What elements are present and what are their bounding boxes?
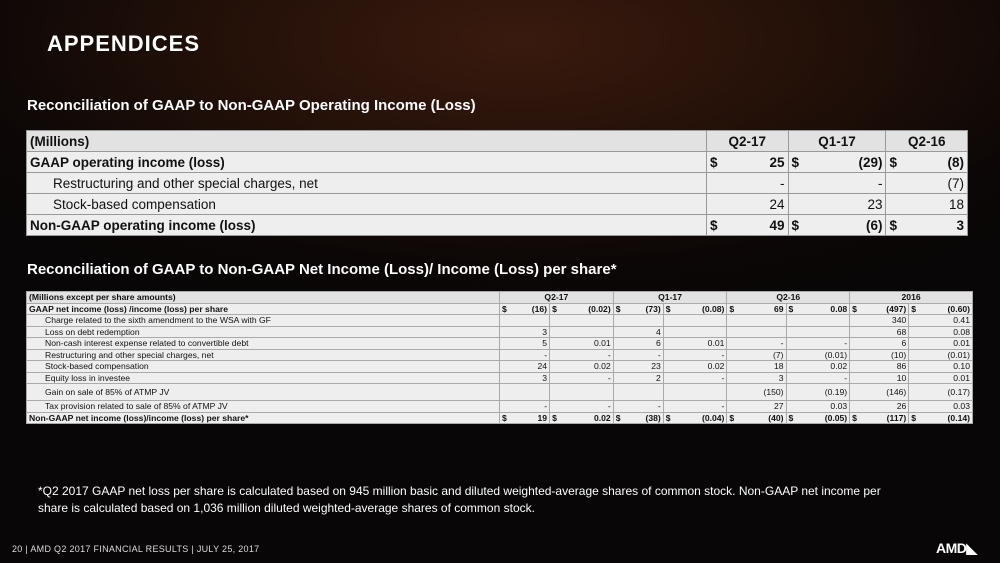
value-cell: 27	[739, 401, 786, 413]
table-row	[27, 349, 973, 361]
currency-cell	[850, 349, 863, 361]
value-cell	[676, 326, 727, 338]
slide-title: APPENDICES	[47, 31, 201, 56]
currency-cell	[788, 194, 809, 215]
currency-cell	[909, 384, 922, 401]
value-cell: 4	[626, 326, 664, 338]
currency-cell	[663, 384, 676, 401]
value-cell: -	[676, 401, 727, 413]
value-cell	[562, 384, 613, 401]
currency-cell: $	[886, 152, 907, 173]
currency-cell	[909, 326, 922, 338]
currency-cell	[909, 361, 922, 373]
currency-cell	[786, 361, 799, 373]
row-label: Non-GAAP operating income (loss)	[27, 215, 707, 236]
value-cell: 24	[727, 194, 788, 215]
value-cell: (8)	[906, 152, 967, 173]
value-cell	[799, 315, 850, 327]
table-row	[27, 303, 973, 315]
currency-cell	[727, 349, 740, 361]
value-cell	[626, 384, 664, 401]
currency-cell	[727, 384, 740, 401]
value-cell: 23	[809, 194, 886, 215]
currency-cell	[663, 315, 676, 327]
currency-cell: $	[786, 303, 799, 315]
value-cell: (10)	[862, 349, 909, 361]
value-cell: 340	[862, 315, 909, 327]
value-cell: (0.01)	[799, 349, 850, 361]
value-cell: -	[799, 338, 850, 350]
value-cell: 0.01	[921, 338, 972, 350]
value-cell: 0.03	[921, 401, 972, 413]
currency-cell	[500, 372, 513, 384]
currency-cell	[850, 384, 863, 401]
value-cell: (117)	[862, 412, 909, 424]
currency-cell	[663, 401, 676, 413]
header-col: Q1-17	[788, 131, 886, 152]
value-cell: 69	[739, 303, 786, 315]
currency-cell: $	[550, 412, 563, 424]
currency-cell: $	[909, 412, 922, 424]
value-cell: (29)	[809, 152, 886, 173]
value-cell	[676, 384, 727, 401]
header-col: Q2-17	[500, 292, 614, 304]
value-cell: 0.02	[676, 361, 727, 373]
value-cell: (150)	[739, 384, 786, 401]
value-cell	[676, 315, 727, 327]
table-row	[27, 401, 973, 413]
currency-cell: $	[850, 412, 863, 424]
currency-cell: $	[663, 303, 676, 315]
value-cell: 18	[739, 361, 786, 373]
value-cell	[626, 315, 664, 327]
table-row	[27, 215, 968, 236]
value-cell: (73)	[626, 303, 664, 315]
value-cell: 26	[862, 401, 909, 413]
value-cell: 0.41	[921, 315, 972, 327]
currency-cell: $	[613, 412, 626, 424]
value-cell: 49	[727, 215, 788, 236]
value-cell: (0.04)	[676, 412, 727, 424]
table-row	[27, 338, 973, 350]
value-cell: 0.01	[676, 338, 727, 350]
currency-cell	[727, 372, 740, 384]
value-cell: (0.05)	[799, 412, 850, 424]
value-cell: 0.01	[921, 372, 972, 384]
row-label: GAAP net income (loss) /income (loss) per share	[27, 303, 500, 315]
value-cell: 86	[862, 361, 909, 373]
value-cell: -	[562, 349, 613, 361]
value-cell: (0.08)	[676, 303, 727, 315]
value-cell: (40)	[739, 412, 786, 424]
value-cell: -	[512, 349, 550, 361]
value-cell: -	[626, 401, 664, 413]
value-cell: (0.60)	[921, 303, 972, 315]
table-row	[27, 194, 968, 215]
currency-cell	[613, 401, 626, 413]
currency-cell: $	[707, 215, 728, 236]
currency-cell	[707, 173, 728, 194]
value-cell: 10	[862, 372, 909, 384]
value-cell: 3	[512, 326, 550, 338]
value-cell: (0.01)	[921, 349, 972, 361]
value-cell: 0.02	[562, 361, 613, 373]
currency-cell	[500, 401, 513, 413]
currency-cell: $	[909, 303, 922, 315]
header-col: Q2-16	[727, 292, 850, 304]
row-label: GAAP operating income (loss)	[27, 152, 707, 173]
value-cell: -	[562, 372, 613, 384]
value-cell	[739, 315, 786, 327]
row-label: Loss on debt redemption	[27, 326, 500, 338]
value-cell: -	[512, 401, 550, 413]
currency-cell	[786, 338, 799, 350]
value-cell: (38)	[626, 412, 664, 424]
currency-cell	[663, 372, 676, 384]
value-cell: -	[809, 173, 886, 194]
value-cell: 25	[727, 152, 788, 173]
value-cell: (0.02)	[562, 303, 613, 315]
currency-cell	[850, 338, 863, 350]
currency-cell	[909, 372, 922, 384]
currency-cell: $	[707, 152, 728, 173]
row-label: Restructuring and other special charges, net	[27, 349, 500, 361]
currency-cell: $	[663, 412, 676, 424]
row-label: Equity loss in investee	[27, 372, 500, 384]
currency-cell	[707, 194, 728, 215]
value-cell: 6	[862, 338, 909, 350]
currency-cell	[786, 401, 799, 413]
value-cell: 3	[739, 372, 786, 384]
amd-logo: AMD◣	[936, 540, 977, 556]
value-cell	[739, 326, 786, 338]
value-cell: 0.08	[921, 326, 972, 338]
row-label: Stock-based compensation	[27, 361, 500, 373]
value-cell: 18	[906, 194, 967, 215]
value-cell	[562, 315, 613, 327]
currency-cell: $	[727, 303, 740, 315]
value-cell: (7)	[739, 349, 786, 361]
currency-cell: $	[550, 303, 563, 315]
header-label: (Millions)	[27, 131, 707, 152]
row-label: Stock-based compensation	[27, 194, 707, 215]
currency-cell	[550, 338, 563, 350]
currency-cell	[500, 349, 513, 361]
value-cell: -	[739, 338, 786, 350]
value-cell: 0.08	[799, 303, 850, 315]
currency-cell: $	[886, 215, 907, 236]
currency-cell	[727, 338, 740, 350]
row-label: Charge related to the sixth amendment to the WSA with GF	[27, 315, 500, 327]
table-row	[27, 152, 968, 173]
row-label: Non-GAAP net income (loss)/income (loss) per share*	[27, 412, 500, 424]
currency-cell	[500, 326, 513, 338]
row-label: Non-cash interest expense related to convertible debt	[27, 338, 500, 350]
table-row	[27, 361, 973, 373]
currency-cell	[786, 315, 799, 327]
value-cell: 19	[512, 412, 550, 424]
table-header-row	[27, 131, 968, 152]
operating-income-table	[26, 130, 968, 236]
currency-cell	[850, 326, 863, 338]
currency-cell	[727, 361, 740, 373]
currency-cell	[663, 326, 676, 338]
currency-cell: $	[500, 303, 513, 315]
currency-cell: $	[788, 215, 809, 236]
value-cell: 0.02	[799, 361, 850, 373]
value-cell: (0.19)	[799, 384, 850, 401]
table-row	[27, 326, 973, 338]
value-cell	[512, 384, 550, 401]
value-cell: -	[727, 173, 788, 194]
section1-heading: Reconciliation of GAAP to Non-GAAP Operating Income (Loss)	[27, 97, 476, 114]
value-cell	[799, 326, 850, 338]
currency-cell	[786, 349, 799, 361]
header-col: Q2-16	[886, 131, 968, 152]
section2-heading: Reconciliation of GAAP to Non-GAAP Net Income (Loss)/ Income (Loss) per share*	[27, 261, 617, 278]
value-cell: 23	[626, 361, 664, 373]
currency-cell	[850, 401, 863, 413]
currency-cell	[613, 361, 626, 373]
currency-cell: $	[613, 303, 626, 315]
currency-cell	[550, 384, 563, 401]
net-income-table	[26, 291, 973, 424]
row-label: Tax provision related to sale of 85% of ATMP JV	[27, 401, 500, 413]
currency-cell	[550, 349, 563, 361]
currency-cell: $	[500, 412, 513, 424]
footer-text: 20 | AMD Q2 2017 FINANCIAL RESULTS | JULY 25, 2017	[12, 544, 260, 554]
value-cell: 3	[512, 372, 550, 384]
value-cell: 0.02	[562, 412, 613, 424]
currency-cell: $	[786, 412, 799, 424]
header-col: Q1-17	[613, 292, 727, 304]
currency-cell	[550, 361, 563, 373]
value-cell: (0.14)	[921, 412, 972, 424]
currency-cell	[786, 384, 799, 401]
value-cell: (497)	[862, 303, 909, 315]
header-label: (Millions except per share amounts)	[27, 292, 500, 304]
value-cell: 68	[862, 326, 909, 338]
value-cell: (6)	[809, 215, 886, 236]
value-cell: -	[562, 401, 613, 413]
currency-cell	[909, 315, 922, 327]
currency-cell	[786, 326, 799, 338]
currency-cell	[613, 384, 626, 401]
table-row	[27, 412, 973, 424]
currency-cell	[550, 315, 563, 327]
table-row	[27, 315, 973, 327]
table-row	[27, 372, 973, 384]
currency-cell	[500, 338, 513, 350]
table-header-row	[27, 292, 973, 304]
currency-cell	[727, 401, 740, 413]
currency-cell	[788, 173, 809, 194]
currency-cell	[850, 315, 863, 327]
value-cell	[562, 326, 613, 338]
value-cell: 0.10	[921, 361, 972, 373]
value-cell: -	[799, 372, 850, 384]
currency-cell	[727, 326, 740, 338]
value-cell: 0.01	[562, 338, 613, 350]
header-col: 2016	[850, 292, 973, 304]
value-cell: (146)	[862, 384, 909, 401]
value-cell: -	[676, 349, 727, 361]
value-cell: (16)	[512, 303, 550, 315]
table-row	[27, 173, 968, 194]
value-cell: (0.17)	[921, 384, 972, 401]
currency-cell: $	[788, 152, 809, 173]
value-cell	[512, 315, 550, 327]
currency-cell	[663, 349, 676, 361]
currency-cell	[850, 372, 863, 384]
row-label: Gain on sale of 85% of ATMP JV	[27, 384, 500, 401]
currency-cell	[886, 194, 907, 215]
currency-cell	[613, 315, 626, 327]
currency-cell	[909, 338, 922, 350]
currency-cell	[550, 372, 563, 384]
value-cell: 3	[906, 215, 967, 236]
currency-cell	[727, 315, 740, 327]
currency-cell	[613, 326, 626, 338]
currency-cell: $	[727, 412, 740, 424]
currency-cell	[850, 361, 863, 373]
currency-cell	[613, 338, 626, 350]
value-cell: (7)	[906, 173, 967, 194]
value-cell: 24	[512, 361, 550, 373]
value-cell: -	[626, 349, 664, 361]
currency-cell	[500, 361, 513, 373]
currency-cell	[886, 173, 907, 194]
currency-cell	[613, 372, 626, 384]
currency-cell	[500, 315, 513, 327]
row-label: Restructuring and other special charges, net	[27, 173, 707, 194]
value-cell: 6	[626, 338, 664, 350]
currency-cell	[909, 401, 922, 413]
currency-cell	[613, 349, 626, 361]
value-cell: -	[676, 372, 727, 384]
currency-cell	[663, 338, 676, 350]
value-cell: 0.03	[799, 401, 850, 413]
currency-cell	[500, 384, 513, 401]
currency-cell	[663, 361, 676, 373]
currency-cell	[786, 372, 799, 384]
table-row	[27, 384, 973, 401]
currency-cell: $	[850, 303, 863, 315]
value-cell: 2	[626, 372, 664, 384]
footnote: *Q2 2017 GAAP net loss per share is calculated based on 945 million basic and diluted weighted-average shares of common stock. Non-GAAP net income per share is calculated based on 1,036 million diluted weighted-average shares of common stock.	[38, 484, 881, 515]
value-cell: 5	[512, 338, 550, 350]
header-col: Q2-17	[707, 131, 789, 152]
currency-cell	[550, 401, 563, 413]
currency-cell	[550, 326, 563, 338]
currency-cell	[909, 349, 922, 361]
